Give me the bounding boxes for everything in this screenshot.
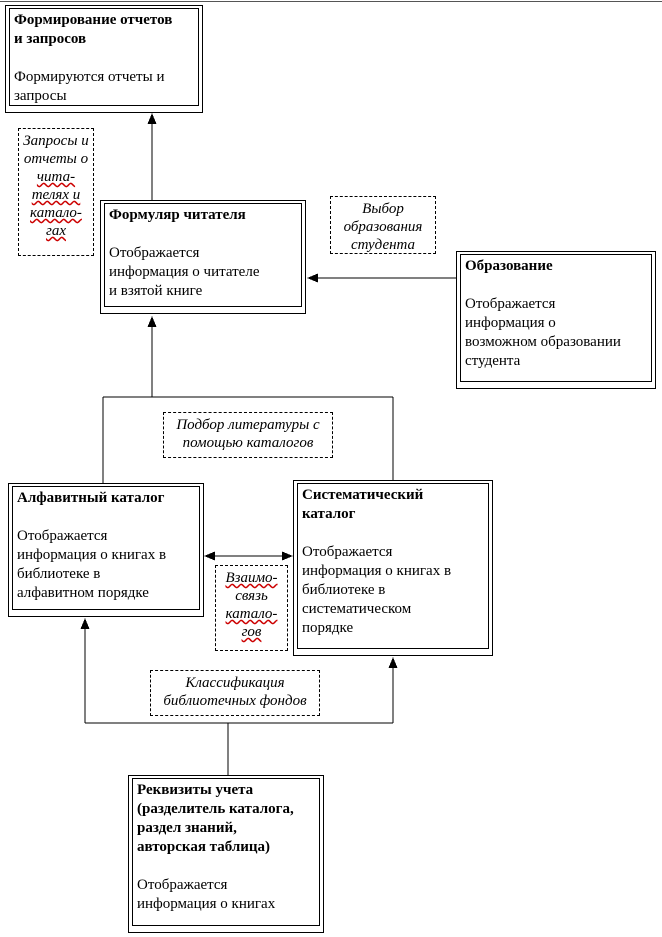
entity-reader-form-inner bbox=[104, 203, 302, 307]
entity-title-line: Формирование отчетов bbox=[14, 12, 173, 28]
entity-title-line: Систематический bbox=[302, 487, 424, 503]
flow-label-text: гах bbox=[45, 223, 66, 239]
entity-reports-inner bbox=[9, 8, 199, 106]
flow-label-line bbox=[216, 623, 287, 641]
flow-label-line bbox=[331, 200, 435, 218]
flow-label-line bbox=[331, 218, 435, 236]
entity-body-line: возможном образовании bbox=[465, 334, 621, 350]
flow-label-line bbox=[19, 204, 93, 222]
arrow-head-up-icon bbox=[148, 113, 157, 124]
flow-label-literature-selection bbox=[163, 412, 333, 458]
blank-line bbox=[17, 508, 195, 527]
flow-label-text: библиотечных фондов bbox=[163, 693, 307, 709]
arrow-head-left-icon bbox=[307, 274, 318, 283]
entity-body-line: Отображается bbox=[137, 877, 228, 893]
entity-body-line: библиотеке в bbox=[17, 566, 101, 582]
flow-label-text: связь bbox=[235, 588, 268, 604]
flow-label-text: гов bbox=[241, 624, 262, 640]
flow-label-text: катало- bbox=[225, 606, 278, 622]
flow-label-education-choice bbox=[330, 196, 436, 254]
arrow-readerform-to-reports bbox=[148, 113, 157, 200]
entity-education-inner bbox=[460, 254, 652, 382]
entity-requisites-inner bbox=[132, 778, 320, 926]
flow-label-text: Запросы и bbox=[23, 133, 89, 149]
entity-sys-catalog bbox=[293, 480, 493, 656]
blank-line bbox=[302, 524, 484, 543]
flow-label-text: катало- bbox=[30, 205, 82, 221]
entity-body-line: Отображается bbox=[302, 544, 393, 560]
entity-title-line: каталог bbox=[302, 506, 356, 522]
arrow-head-up-icon bbox=[389, 657, 398, 668]
entity-body-line: Отображается bbox=[465, 296, 556, 312]
flow-label-text: Выбор bbox=[362, 201, 404, 217]
entity-title-line: (разделитель каталога, bbox=[137, 801, 294, 817]
entity-body-line: информация о книгах bbox=[137, 896, 276, 912]
entity-alpha-catalog bbox=[8, 483, 204, 617]
flow-label-line bbox=[216, 605, 287, 623]
entity-body-line: библиотеке в bbox=[302, 582, 386, 598]
entity-body-line: запросы bbox=[14, 88, 67, 104]
arrow-head-up-icon bbox=[148, 316, 157, 327]
blank-line bbox=[465, 276, 647, 295]
entity-body-line: алфавитном порядке bbox=[17, 585, 149, 601]
entity-reports bbox=[5, 5, 203, 113]
entity-body-line: информация о читателе bbox=[109, 264, 260, 280]
entity-body-line: и взятой книге bbox=[109, 283, 203, 299]
entity-alpha-catalog-inner bbox=[12, 486, 200, 610]
entity-requisites bbox=[128, 775, 324, 933]
arrow-head-left-icon bbox=[204, 552, 215, 561]
flow-label-line bbox=[151, 692, 319, 710]
entity-body-line: систематическом bbox=[302, 601, 412, 617]
flow-label-line bbox=[19, 168, 93, 186]
blank-line bbox=[137, 857, 315, 876]
flow-label-text: помощью каталогов bbox=[182, 435, 314, 451]
flow-label-text: телях и bbox=[31, 187, 81, 203]
entity-reader-form bbox=[100, 200, 306, 314]
entity-body-line: Отображается bbox=[17, 528, 108, 544]
entity-title-line: и запросов bbox=[14, 31, 87, 47]
flow-label-text: чита- bbox=[36, 169, 76, 185]
flow-label-line bbox=[164, 434, 332, 452]
flow-label-text: студента bbox=[350, 237, 416, 253]
arrow-head-right-icon bbox=[282, 552, 293, 561]
entity-body-line: Отображается bbox=[109, 245, 200, 261]
flow-label-line bbox=[19, 222, 93, 240]
entity-education bbox=[456, 251, 656, 389]
flow-label-line bbox=[164, 416, 332, 434]
entity-sys-catalog-inner bbox=[297, 483, 489, 649]
flow-label-line bbox=[151, 674, 319, 692]
flow-label-line bbox=[216, 569, 287, 587]
flow-label-line bbox=[19, 186, 93, 204]
flow-label-queries bbox=[18, 128, 94, 256]
flow-label-catalog-relation bbox=[215, 565, 288, 651]
entity-body-line: Формируются отчеты и bbox=[14, 69, 165, 85]
entity-title-line: авторская таблица) bbox=[137, 839, 271, 855]
flow-label-line bbox=[331, 236, 435, 254]
entity-title-line: Реквизиты учета bbox=[137, 782, 254, 798]
flow-label-classification bbox=[150, 670, 320, 716]
arrow-catalog-relation-bidirectional bbox=[204, 552, 293, 561]
flow-label-line bbox=[19, 132, 93, 150]
entity-body-line: студента bbox=[465, 353, 521, 369]
arrow-head-up-icon bbox=[81, 618, 90, 629]
flow-label-line bbox=[216, 587, 287, 605]
flow-label-text: Взаимо- bbox=[225, 570, 278, 586]
flow-label-text: Классификация bbox=[185, 675, 285, 691]
entity-title-line: Образование bbox=[465, 258, 553, 274]
entity-body-line: информация о книгах в bbox=[302, 563, 452, 579]
entity-body-line: порядке bbox=[302, 620, 354, 636]
entity-title-line: Алфавитный каталог bbox=[17, 490, 165, 506]
entity-body-line: информация о книгах в bbox=[17, 547, 167, 563]
flow-label-text: отчеты о bbox=[23, 151, 89, 167]
entity-body-line: информация о bbox=[465, 315, 556, 331]
flow-label-line bbox=[19, 150, 93, 168]
entity-title-line: Формуляр читателя bbox=[109, 207, 246, 223]
arrow-education-to-readerform bbox=[307, 274, 456, 283]
blank-line bbox=[109, 225, 297, 244]
blank-line bbox=[14, 49, 194, 68]
entity-title-line: раздел знаний, bbox=[137, 820, 237, 836]
flow-label-text: Подбор литературы с bbox=[176, 417, 320, 433]
flow-label-text: образования bbox=[343, 219, 423, 235]
